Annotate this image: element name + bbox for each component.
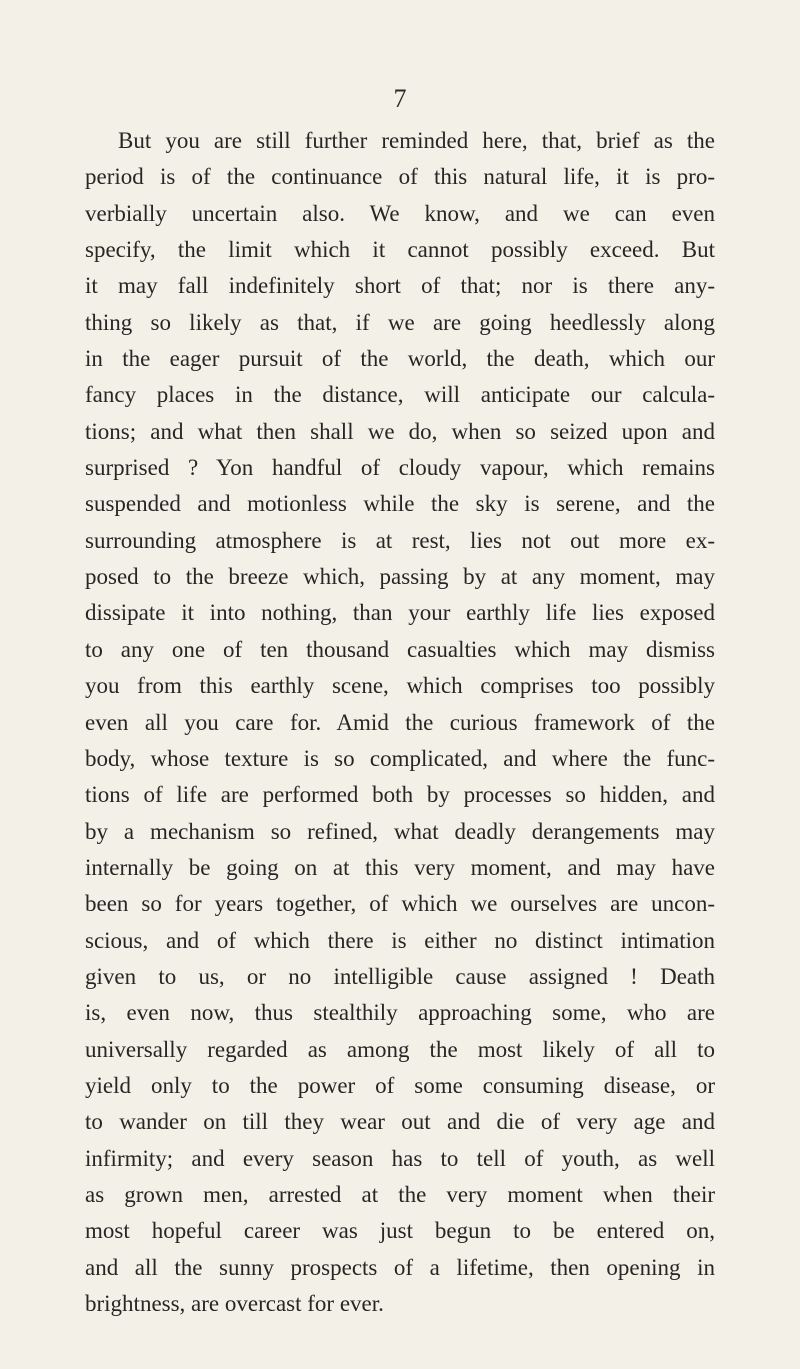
text-line: scious, and of which there is either no distinct intimation — [85, 927, 715, 953]
text-line: to wander on till they wear out and die of very age and — [85, 1109, 715, 1135]
text-line: brightness, are overcast for ever. — [85, 1291, 384, 1316]
text-line: tions of life are performed both by processes so hidden, and — [85, 782, 715, 808]
text-line: even all you care for. Amid the curious framework of the — [85, 709, 715, 735]
text-line: thing so likely as that, if we are going heedlessly along — [85, 309, 715, 335]
text-line: fancy places in the distance, will anticipate our calcula- — [85, 382, 715, 408]
text-line: you from this earthly scene, which comprises too possibly — [85, 673, 715, 699]
text-line: dissipate it into nothing, than your earthly life lies exposed — [85, 600, 715, 626]
text-line: specify, the limit which it cannot possibly exceed. But — [85, 237, 715, 263]
text-line: by a mechanism so refined, what deadly derangements may — [85, 818, 715, 844]
text-line: posed to the breeze which, passing by at any moment, may — [85, 564, 715, 590]
text-line: body, whose texture is so complicated, and where the func- — [85, 745, 715, 771]
text-line: period is of the continuance of this natural life, it is pro- — [85, 164, 715, 190]
text-line: internally be going on at this very moment, and may have — [85, 854, 715, 880]
text-line: is, even now, thus stealthily approaching some, who are — [85, 1000, 715, 1026]
text-line: universally regarded as among the most likely of all to — [85, 1036, 715, 1062]
text-line: But you are still further reminded here, that, brief as the — [118, 128, 715, 153]
text-line: been so for years together, of which we ourselves are uncon- — [85, 891, 715, 917]
text-line: as grown men, arrested at the very moment when their — [85, 1181, 715, 1207]
text-line: surprised ? Yon handful of cloudy vapour, which remains — [85, 455, 715, 481]
text-line: yield only to the power of some consuming disease, or — [85, 1072, 715, 1098]
text-line: suspended and motionless while the sky is serene, and the — [85, 491, 715, 517]
text-line: in the eager pursuit of the world, the death, which our — [85, 346, 715, 372]
text-line: to any one of ten thousand casualties which may dismiss — [85, 636, 715, 662]
text-line: most hopeful career was just begun to be entered on, — [85, 1218, 715, 1244]
text-line: tions; and what then shall we do, when so seized upon and — [85, 418, 715, 444]
text-line: it may fall indefinitely short of that; nor is there any- — [85, 273, 715, 299]
text-line: verbially uncertain also. We know, and we can even — [85, 200, 715, 226]
body-text — [85, 123, 715, 1322]
text-line: and all the sunny prospects of a lifetime, then opening in — [85, 1254, 715, 1280]
text-line: given to us, or no intelligible cause assigned ! Death — [85, 963, 715, 989]
text-line: infirmity; and every season has to tell of youth, as well — [85, 1145, 715, 1171]
text-line: surrounding atmosphere is at rest, lies not out more ex- — [85, 527, 715, 553]
page-number: 7 — [393, 84, 407, 113]
